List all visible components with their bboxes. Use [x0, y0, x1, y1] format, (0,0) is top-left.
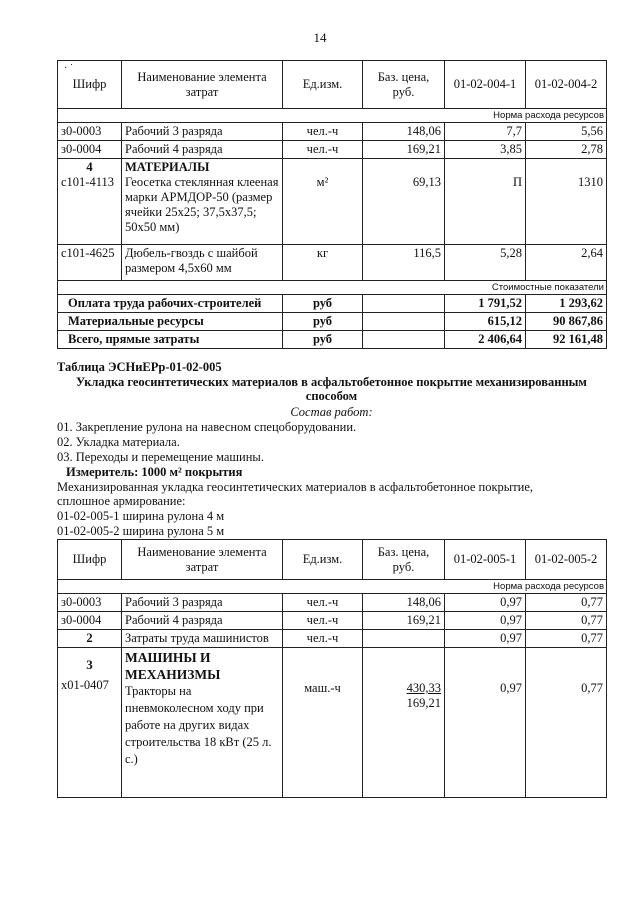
header-dots: · ˙: [64, 63, 74, 74]
row-v2: 0,77: [526, 612, 607, 630]
table-row: [58, 594, 607, 612]
header-unit: Ед.изм.: [283, 61, 363, 109]
section-number: 3: [86, 657, 93, 672]
total-label: Всего, прямые затраты: [58, 331, 283, 349]
measure: Измеритель: 1000 м² покрытия: [66, 465, 243, 479]
machine-price-2: 169,21: [406, 696, 441, 710]
row-v1: 0,97: [445, 612, 526, 630]
section-title: МАТЕРИАЛЫ: [125, 160, 210, 174]
material-v2: 1310: [578, 175, 603, 189]
material-v2: 2,64: [526, 245, 607, 281]
section-title: МАШИНЫ И МЕХАНИЗМЫ: [125, 650, 221, 682]
work-item: 01. Закрепление рулона на навесном спецоборудовании.: [57, 420, 357, 434]
work-heading: Состав работ:: [290, 405, 373, 419]
row-code: з0-0003: [58, 123, 122, 141]
section-row: [58, 630, 607, 648]
machine-code: х01-0407: [61, 678, 109, 692]
total-v1: 2 406,64: [445, 331, 526, 349]
total-v2: 92 161,48: [526, 331, 607, 349]
table-row: [58, 612, 607, 630]
section-name: Затраты труда машинистов: [122, 630, 283, 648]
row-price: 148,06: [363, 123, 445, 141]
row-name: Рабочий 3 разряда: [122, 594, 283, 612]
row-unit: чел.-ч: [283, 123, 363, 141]
material-v1: 5,28: [445, 245, 526, 281]
total-unit: руб: [283, 313, 363, 331]
total-row: [58, 331, 607, 349]
header-col2: 01-02-004-2: [526, 61, 607, 109]
header-code: Шифр: [58, 540, 122, 580]
header-col1: 01-02-005-1: [445, 540, 526, 580]
header-code-label: Шифр: [72, 77, 107, 91]
material-price: 116,5: [363, 245, 445, 281]
resource-table-1: [57, 60, 607, 349]
row-name: Рабочий 3 разряда: [122, 123, 283, 141]
table-row: [58, 123, 607, 141]
cost-note: Стоимостные показатели: [58, 281, 607, 295]
machine-price-1: 430,33: [406, 681, 441, 695]
row-v2: 5,56: [526, 123, 607, 141]
header-unit: Ед.изм.: [283, 540, 363, 580]
material-unit: м²: [316, 175, 329, 189]
header-price: Баз. цена, руб.: [363, 61, 445, 109]
material-price: 69,13: [412, 175, 441, 189]
work-item: 02. Укладка материала.: [57, 435, 180, 449]
header-name: Наименование элемента затрат: [122, 540, 283, 580]
row-name: Рабочий 4 разряда: [122, 612, 283, 630]
header-col2: 01-02-005-2: [526, 540, 607, 580]
row-v2: 0,77: [526, 594, 607, 612]
total-unit: руб: [283, 295, 363, 313]
total-v2: 1 293,62: [526, 295, 607, 313]
machine-v1: 0,97: [500, 681, 522, 695]
variant: 01-02-005-2 ширина рулона 5 м: [57, 524, 225, 538]
machine-unit: маш.-ч: [304, 681, 341, 695]
material-unit: кг: [283, 245, 363, 281]
material-v1: П: [512, 175, 522, 189]
section-number: 2: [58, 630, 122, 648]
row-v1: 0,97: [445, 594, 526, 612]
section-unit: чел.-ч: [283, 630, 363, 648]
row-unit: чел.-ч: [283, 141, 363, 159]
section-v1: 0,97: [445, 630, 526, 648]
row-unit: чел.-ч: [283, 612, 363, 630]
total-label: Материальные ресурсы: [58, 313, 283, 331]
section-row: [58, 648, 607, 798]
page-number: 14: [313, 30, 327, 45]
material-code: с101-4625: [58, 245, 122, 281]
description: Механизированная укладка геосинтетических материалов в асфальтобетонное покрытие, сплошное армирование:: [57, 480, 534, 508]
total-v2: 90 867,86: [526, 313, 607, 331]
machine-v2: 0,77: [581, 681, 603, 695]
total-unit: руб: [283, 331, 363, 349]
table2-title: Таблица ЭСНиЕРр-01-02-005: [57, 360, 222, 374]
variant: 01-02-005-1 ширина рулона 4 м: [57, 509, 225, 523]
work-item: 03. Переходы и перемещение машины.: [57, 450, 264, 464]
material-name: Геосетка стеклянная клееная марки АРМДОР-50 (размер ячейки 25х25; 37,5х37,5; 50х50 мм): [125, 175, 279, 234]
header-price: Баз. цена, руб.: [363, 540, 445, 580]
resource-table-2: [57, 539, 607, 798]
material-code: с101-4113: [61, 175, 114, 189]
header-name: Наименование элемента затрат: [122, 61, 283, 109]
total-v1: 1 791,52: [445, 295, 526, 313]
material-name: Дюбель-гвоздь с шайбой размером 4,5х60 мм: [122, 245, 283, 281]
section-number: 4: [86, 160, 93, 174]
total-row: [58, 313, 607, 331]
row-price: 169,21: [363, 612, 445, 630]
row-code: з0-0004: [58, 141, 122, 159]
row-v1: 7,7: [445, 123, 526, 141]
table-row: [58, 141, 607, 159]
table2-subtitle: Укладка геосинтетических материалов в асфальтобетонное покрытие механизированным способом: [76, 375, 587, 403]
total-row: [58, 295, 607, 313]
machine-name: Тракторы на пневмоколесном ходу при работе на других видах строительства 18 кВт (25 л. с.): [125, 684, 272, 766]
header-code: [58, 61, 122, 109]
row-code: з0-0004: [58, 612, 122, 630]
row-price: 148,06: [363, 594, 445, 612]
section-v2: 0,77: [526, 630, 607, 648]
total-v1: 615,12: [445, 313, 526, 331]
row-unit: чел.-ч: [283, 594, 363, 612]
norm-note: Норма расхода ресурсов: [58, 580, 607, 594]
row-price: 169,21: [363, 141, 445, 159]
header-col1: 01-02-004-1: [445, 61, 526, 109]
section-row: [58, 159, 607, 245]
row-code: з0-0003: [58, 594, 122, 612]
total-label: Оплата труда рабочих-строителей: [58, 295, 283, 313]
table-row: [58, 245, 607, 281]
row-name: Рабочий 4 разряда: [122, 141, 283, 159]
row-v1: 3,85: [445, 141, 526, 159]
norm-note: Норма расхода ресурсов: [58, 109, 607, 123]
row-v2: 2,78: [526, 141, 607, 159]
